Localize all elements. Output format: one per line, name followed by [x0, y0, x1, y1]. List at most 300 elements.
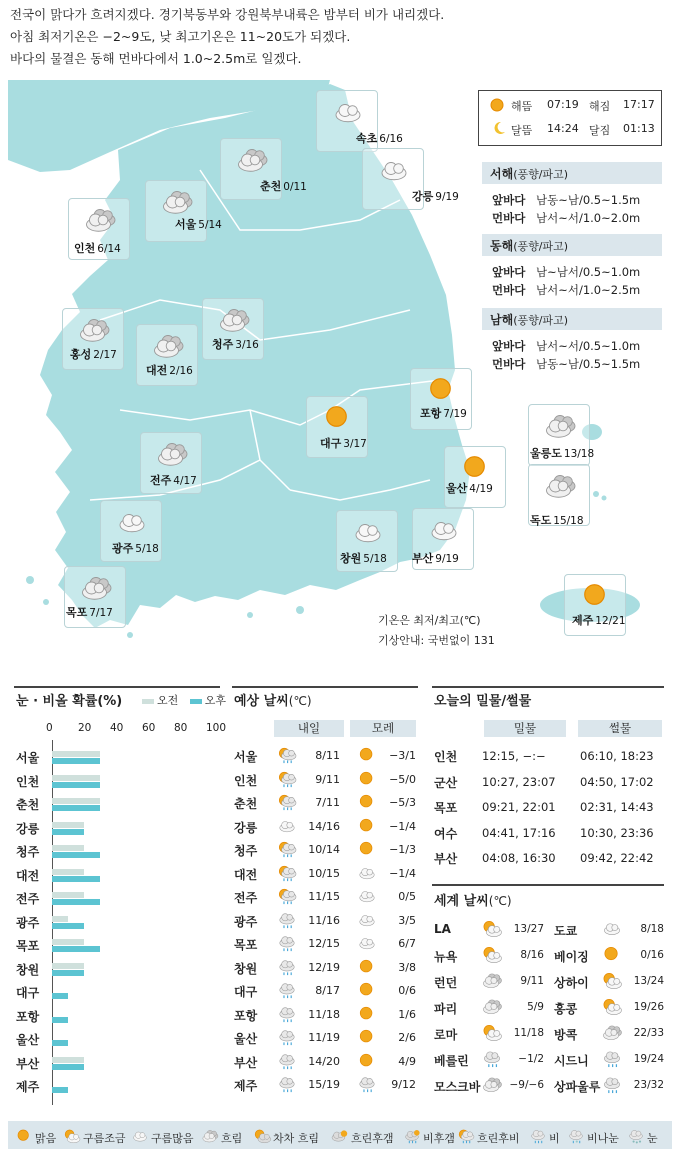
cloudy-icon — [329, 97, 367, 131]
precip-city: 광주 — [16, 915, 40, 930]
city-temps: 0/11 — [283, 181, 307, 193]
sunset-time: 17:17 — [623, 98, 655, 111]
city-label — [70, 346, 117, 362]
tomorrow-header: 내일 — [274, 720, 344, 737]
sun-icon — [489, 97, 505, 116]
city-label — [66, 604, 113, 620]
overcast-icon — [541, 411, 579, 445]
overcast-icon — [153, 439, 191, 473]
overcast-icon — [81, 205, 119, 239]
moon-icon — [491, 120, 507, 139]
legend-label: 눈 — [647, 1131, 658, 1145]
pm-bar — [52, 993, 68, 999]
city-temps: 7/19 — [443, 408, 467, 420]
city-name: 목포 — [66, 606, 88, 619]
rain-icon — [276, 1028, 298, 1050]
forecast-city: 포항 — [234, 1008, 258, 1023]
forecast-tomorrow-temps: 7/11 — [315, 796, 340, 809]
legend-item — [402, 1128, 455, 1147]
axis-tick-label: 0 — [46, 722, 53, 734]
am-bar — [52, 892, 84, 898]
precip-city: 포항 — [16, 1009, 40, 1024]
world-city: 로마 — [434, 1028, 458, 1042]
tide-city: 군산 — [434, 775, 458, 790]
world-city: LA — [434, 922, 451, 936]
city-name: 광주 — [112, 542, 134, 555]
sun-icon — [356, 1052, 378, 1074]
forecast-dayafter-temps: −3/1 — [389, 749, 416, 762]
world-temps: 8/16 — [520, 949, 544, 961]
city-name: 대구 — [320, 437, 342, 450]
legend-item — [200, 1128, 242, 1147]
sun-icon — [356, 793, 378, 815]
city-name: 창원 — [340, 552, 362, 565]
forecast-dayafter-temps: 6/7 — [398, 937, 416, 950]
city-temps: 5/14 — [198, 219, 222, 231]
forecast-city: 창원 — [234, 961, 258, 976]
city-temps: 6/14 — [97, 243, 121, 255]
high-tide-times: 04:41, 17:16 — [482, 825, 556, 840]
rain-after-clouds-icon — [276, 770, 298, 792]
partly-cloudy-icon — [62, 1128, 82, 1147]
legend-item — [566, 1128, 619, 1147]
rain-icon — [276, 911, 298, 933]
rain-after-clouds-icon — [276, 746, 298, 768]
city-name: 속초 — [356, 132, 378, 145]
pm-bar — [52, 829, 84, 835]
sun-icon — [356, 958, 378, 980]
forecast-city: 대구 — [234, 985, 258, 999]
cloudy-icon — [356, 934, 378, 956]
moonset-label: 달짐 — [589, 124, 611, 137]
world-city: 시드니 — [554, 1054, 589, 1068]
am-bar — [52, 939, 84, 945]
city-label — [412, 188, 459, 204]
high-tide-times: 09:21, 22:01 — [482, 800, 556, 814]
cloudy-icon — [356, 887, 378, 909]
axis-tick-label: 60 — [142, 722, 156, 734]
city-marker — [145, 180, 207, 242]
world-city: 런던 — [434, 976, 458, 990]
city-label — [150, 472, 197, 488]
precip-city: 춘천 — [16, 798, 40, 812]
city-temps: 12/21 — [595, 615, 626, 627]
forecast-dayafter-temps: 1/6 — [398, 1007, 416, 1021]
world-temps: −9/−6 — [509, 1079, 544, 1091]
forecast-tomorrow-temps: 12/19 — [308, 960, 340, 974]
sun-icon — [356, 746, 378, 768]
world-temps: 13/27 — [513, 923, 544, 935]
world-temps: 11/18 — [513, 1027, 544, 1039]
rain-after-clouds-icon — [276, 793, 298, 815]
overcast-icon — [233, 145, 271, 179]
forecast-dayafter-temps: −1/4 — [389, 819, 416, 833]
world-temps: 22/33 — [633, 1027, 664, 1039]
low-tide-times: 02:31, 14:43 — [580, 800, 654, 814]
city-label — [146, 362, 193, 378]
precip-city: 강릉 — [16, 821, 40, 836]
precip-city: 제주 — [16, 1080, 40, 1094]
gradually-cloudy-icon — [252, 1128, 272, 1147]
forecast-city: 광주 — [234, 914, 258, 929]
city-label — [175, 216, 222, 232]
rain-then-clear-icon — [402, 1128, 422, 1147]
sea-south-near: 앞바다 남서~서/0.5~1.0m — [492, 339, 641, 353]
city-label — [412, 550, 459, 566]
rain-icon — [276, 1005, 298, 1027]
city-temps: 4/19 — [469, 483, 493, 495]
world-temps: 19/26 — [633, 1001, 664, 1013]
sun-icon — [577, 581, 615, 615]
weather-map — [0, 80, 680, 662]
sun-moon-panel — [478, 90, 662, 146]
forecast-city: 전주 — [234, 891, 258, 905]
forecast-dayafter-temps: 3/5 — [398, 913, 416, 927]
city-temps: 15/18 — [553, 515, 584, 527]
world-temps: 9/11 — [520, 975, 544, 987]
forecast-dayafter-temps: 3/8 — [398, 960, 416, 974]
world-city: 베를린 — [434, 1054, 469, 1068]
forecast-tomorrow-temps: 14/20 — [308, 1054, 340, 1068]
city-label — [260, 178, 307, 194]
low-tide-header: 썰물 — [578, 720, 662, 737]
forecast-tomorrow-temps: 14/16 — [308, 819, 340, 833]
precip-city: 대전 — [16, 868, 40, 883]
cloudy-icon — [276, 817, 298, 839]
city-temps: 5/18 — [363, 553, 387, 565]
high-tide-times: 10:27, 23:07 — [482, 774, 556, 789]
precip-city: 창원 — [16, 962, 40, 977]
forecast-city: 목포 — [234, 938, 258, 952]
city-name: 울릉도 — [530, 447, 562, 460]
precip-divider — [14, 686, 220, 688]
clearing-icon — [330, 1128, 350, 1147]
tides-divider — [432, 686, 664, 688]
forecast-dayafter-temps: −1/3 — [389, 843, 416, 856]
pm-bar — [52, 782, 100, 788]
sun-icon — [14, 1128, 34, 1147]
tide-city: 목포 — [434, 801, 458, 815]
city-temps: 2/17 — [93, 349, 117, 361]
forecast-city: 대전 — [234, 867, 258, 882]
forecast-city: 강릉 — [234, 820, 258, 835]
legend-item — [62, 1128, 126, 1147]
forecast-tomorrow-temps: 11/15 — [308, 890, 340, 903]
forecast-dayafter-temps: −1/4 — [389, 866, 416, 880]
am-bar — [52, 963, 84, 969]
city-temps: 13/18 — [563, 448, 595, 460]
forecast-city: 서울 — [234, 750, 258, 764]
pm-bar — [52, 758, 100, 764]
headline-line-2: 아침 최저기온은 −2~9도, 낮 최고기온은 11~20도가 되겠다. — [10, 29, 351, 44]
city-temps: 4/17 — [173, 475, 197, 487]
forecast-dayafter-temps: 4/9 — [398, 1054, 416, 1068]
precip-city: 울산 — [16, 1033, 40, 1047]
forecast-dayafter-temps: 2/6 — [398, 1031, 416, 1044]
pm-bar — [52, 852, 100, 858]
axis-tick-label: 100 — [206, 722, 227, 734]
tide-city: 인천 — [434, 750, 458, 764]
overcast-icon — [77, 573, 115, 607]
rain-icon — [356, 1075, 378, 1097]
legend-item — [130, 1128, 194, 1147]
overcast-icon — [200, 1128, 220, 1147]
sea-south-far: 먼바다 남동~남/0.5~1.5m — [492, 357, 641, 371]
world-city: 파리 — [434, 1002, 458, 1016]
cloudy-icon — [425, 515, 463, 549]
city-name: 인천 — [74, 242, 96, 255]
sunset-label: 해짐 — [589, 100, 611, 113]
pm-bar — [52, 805, 100, 811]
forecast-city: 울산 — [234, 1032, 258, 1046]
cloudy-icon — [113, 507, 151, 541]
world-city: 상파울루 — [554, 1080, 601, 1094]
cloudy-icon — [356, 864, 378, 886]
world-city: 베이징 — [554, 950, 589, 964]
legend-label: 구름많음 — [151, 1131, 194, 1145]
overcast-icon — [215, 305, 253, 339]
city-name: 전주 — [150, 474, 172, 487]
city-name: 서울 — [175, 218, 197, 231]
am-bar — [52, 751, 100, 757]
forecast-tomorrow-temps: 15/19 — [308, 1078, 340, 1091]
moonset-time: 01:13 — [623, 122, 655, 135]
legend-label: 비나눈 — [587, 1131, 619, 1145]
tides-title: 오늘의 밀물/썰물 — [434, 694, 532, 709]
sun-icon — [356, 1028, 378, 1050]
am-bar — [52, 869, 84, 875]
overcast-icon — [149, 331, 187, 365]
world-city: 방콕 — [554, 1028, 578, 1042]
forecast-tomorrow-temps: 10/14 — [308, 843, 340, 856]
pm-swatch — [190, 699, 202, 704]
forecast-title: 예상 날씨(℃) — [234, 694, 312, 709]
city-name: 제주 — [572, 614, 594, 627]
world-temps: −1/2 — [518, 1053, 544, 1065]
sea-east-far: 먼바다 남서~서/1.0~2.5m — [492, 283, 641, 297]
world-city: 홍콩 — [554, 1002, 578, 1016]
city-name: 강릉 — [412, 190, 434, 203]
city-temps: 5/18 — [135, 543, 159, 555]
city-name: 독도 — [530, 514, 552, 527]
world-temps: 0/16 — [640, 949, 664, 961]
low-tide-times: 10:30, 23:36 — [580, 825, 654, 840]
forecast-city: 인천 — [234, 773, 258, 788]
city-temps: 3/17 — [343, 438, 367, 450]
world-title: 세계 날씨(℃) — [434, 894, 512, 909]
city-temps: 9/19 — [435, 553, 459, 565]
sleet-icon — [566, 1128, 586, 1147]
sun-icon — [423, 375, 461, 409]
pm-bar — [52, 1040, 68, 1046]
legend-label: 비 — [549, 1131, 560, 1145]
forecast-dayafter-temps: −5/3 — [389, 796, 416, 809]
high-tide-times: 12:15, −:− — [482, 749, 546, 763]
legend-label: 흐린후갬 — [351, 1131, 394, 1145]
world-temps: 5/9 — [527, 1001, 544, 1013]
axis-tick-label: 20 — [78, 722, 92, 734]
precip-city: 대구 — [16, 986, 40, 1000]
sun-icon — [319, 403, 357, 437]
low-tide-times: 09:42, 22:42 — [580, 851, 654, 865]
pm-bar — [52, 1064, 84, 1070]
sunrise-label: 해뜸 — [511, 100, 533, 113]
city-label — [340, 550, 387, 566]
cloudy-icon — [130, 1128, 150, 1147]
sunrise-time: 07:19 — [547, 98, 579, 111]
forecast-tomorrow-temps: 8/11 — [315, 749, 340, 762]
pm-bar — [52, 876, 100, 882]
forecast-city: 청주 — [234, 844, 258, 858]
world-divider — [432, 884, 664, 886]
legend-item — [14, 1128, 56, 1147]
precip-city: 목포 — [16, 939, 40, 953]
sun-icon — [356, 770, 378, 792]
forecast-city: 춘천 — [234, 797, 258, 811]
world-city: 뉴욕 — [434, 950, 458, 964]
world-temps: 23/32 — [633, 1079, 664, 1091]
city-name: 춘천 — [260, 180, 282, 193]
city-name: 부산 — [412, 552, 434, 565]
sun-icon — [356, 1005, 378, 1027]
world-city: 상하이 — [554, 976, 589, 990]
city-temps: 3/16 — [235, 339, 259, 351]
pm-bar — [52, 923, 84, 929]
temp-note: 기온은 최저/최고(℃) — [378, 614, 481, 627]
dayafter-header: 모레 — [350, 720, 416, 737]
sun-icon — [356, 840, 378, 862]
city-name: 포항 — [420, 407, 442, 420]
forecast-city: 부산 — [234, 1055, 258, 1070]
low-tide-times: 04:50, 17:02 — [580, 774, 654, 789]
precip-city: 전주 — [16, 892, 40, 906]
precip-city: 부산 — [16, 1056, 40, 1071]
rain-after-clouds-icon — [276, 864, 298, 886]
city-temps: 2/16 — [169, 365, 193, 377]
legend-item — [528, 1128, 560, 1147]
forecast-dayafter-temps: −5/0 — [389, 772, 416, 786]
legend-item — [252, 1128, 319, 1147]
moonrise-time: 14:24 — [547, 122, 579, 135]
legend-item — [626, 1128, 658, 1147]
tide-city: 여수 — [434, 826, 458, 841]
city-label — [530, 512, 584, 528]
sea-west-near: 앞바다 남동~남/0.5~1.5m — [492, 193, 641, 207]
rain-icon — [276, 958, 298, 980]
am-bar — [52, 845, 84, 851]
tide-city: 부산 — [434, 852, 458, 866]
world-city: 모스크바 — [434, 1080, 481, 1094]
low-tide-times: 06:10, 18:23 — [580, 749, 654, 763]
city-label — [112, 540, 159, 556]
forecast-tomorrow-temps: 9/11 — [315, 772, 340, 786]
pm-bar — [52, 1017, 68, 1023]
cloudy-icon — [356, 911, 378, 933]
city-label — [420, 405, 467, 421]
city-label — [74, 240, 121, 256]
city-label — [572, 612, 626, 628]
city-temps: 9/19 — [435, 191, 459, 203]
headline-line-3: 바다의 물결은 동해 먼바다에서 1.0~2.5m로 일겠다. — [10, 51, 302, 66]
am-swatch — [142, 699, 154, 704]
rain-icon — [528, 1128, 548, 1147]
city-name: 울산 — [446, 482, 468, 495]
forecast-divider — [232, 686, 418, 688]
legend-label: 흐림 — [221, 1131, 243, 1145]
precip-city: 청주 — [16, 845, 40, 859]
legend-label: 흐린후비 — [477, 1131, 520, 1145]
am-bar — [52, 1057, 84, 1063]
city-name: 대전 — [146, 364, 168, 377]
world-city: 도쿄 — [554, 924, 578, 938]
precip-city: 서울 — [16, 751, 40, 765]
high-tide-header: 밀물 — [484, 720, 566, 737]
headline-line-1: 전국이 맑다가 흐려지겠다. 경기북동부와 강원북부내륙은 밤부터 비가 내리겠다. — [10, 7, 445, 22]
precip-legend: 오전 오후 — [142, 692, 226, 708]
precip-title: 눈 · 비올 확률(%) — [16, 694, 123, 709]
pm-bar — [52, 899, 100, 905]
high-tide-times: 04:08, 16:30 — [482, 851, 556, 865]
rain-after-clouds-icon — [276, 887, 298, 909]
sea-west-header: 서해(풍향/파고) — [482, 162, 662, 184]
city-label — [356, 130, 403, 146]
city-temps: 7/17 — [89, 607, 113, 619]
city-label — [446, 480, 493, 496]
rain-icon — [276, 981, 298, 1003]
legend-item — [456, 1128, 520, 1147]
city-name: 홍성 — [70, 348, 92, 361]
legend-label: 구름조금 — [83, 1131, 126, 1145]
am-bar — [52, 916, 68, 922]
sea-east-near: 앞바다 남~남서/0.5~1.0m — [492, 265, 641, 279]
forecast-tomorrow-temps: 12/15 — [308, 937, 340, 950]
snow-icon — [626, 1128, 646, 1147]
am-bar — [52, 775, 100, 781]
forecast-city: 제주 — [234, 1079, 258, 1093]
axis-tick-label: 80 — [174, 722, 188, 734]
world-temps: 19/24 — [633, 1053, 664, 1065]
rain-icon — [276, 1052, 298, 1074]
city-name: 청주 — [212, 338, 234, 351]
legend-item — [330, 1128, 394, 1147]
city-marker — [444, 446, 506, 508]
icon-legend — [8, 1121, 672, 1149]
city-label — [212, 336, 259, 352]
overcast-icon — [75, 315, 113, 349]
sun-icon — [356, 817, 378, 839]
city-temps: 6/16 — [379, 133, 403, 145]
city-label — [530, 445, 594, 461]
sea-west-far: 먼바다 남서~서/1.0~2.0m — [492, 211, 641, 225]
cloudy-icon — [349, 517, 387, 551]
forecast-tomorrow-temps: 11/18 — [308, 1007, 340, 1021]
pm-bar — [52, 970, 84, 976]
pm-bar — [52, 1087, 68, 1093]
forecast-dayafter-temps: 9/12 — [391, 1078, 416, 1091]
forecast-dayafter-temps: 0/5 — [398, 890, 416, 903]
sea-south-header: 남해(풍향/파고) — [482, 308, 662, 330]
legend-label: 차차 흐림 — [273, 1131, 320, 1145]
overcast-icon — [541, 471, 579, 505]
moonrise-label: 달뜸 — [511, 124, 533, 137]
precip-city: 인천 — [16, 774, 40, 789]
axis-tick-label: 40 — [110, 722, 124, 734]
forecast-tomorrow-temps: 10/15 — [308, 866, 340, 880]
am-bar — [52, 822, 84, 828]
rain-after-clouds-icon — [456, 1128, 476, 1147]
forecast-tomorrow-temps: 11/16 — [308, 913, 340, 927]
forecast-dayafter-temps: 0/6 — [398, 984, 416, 997]
